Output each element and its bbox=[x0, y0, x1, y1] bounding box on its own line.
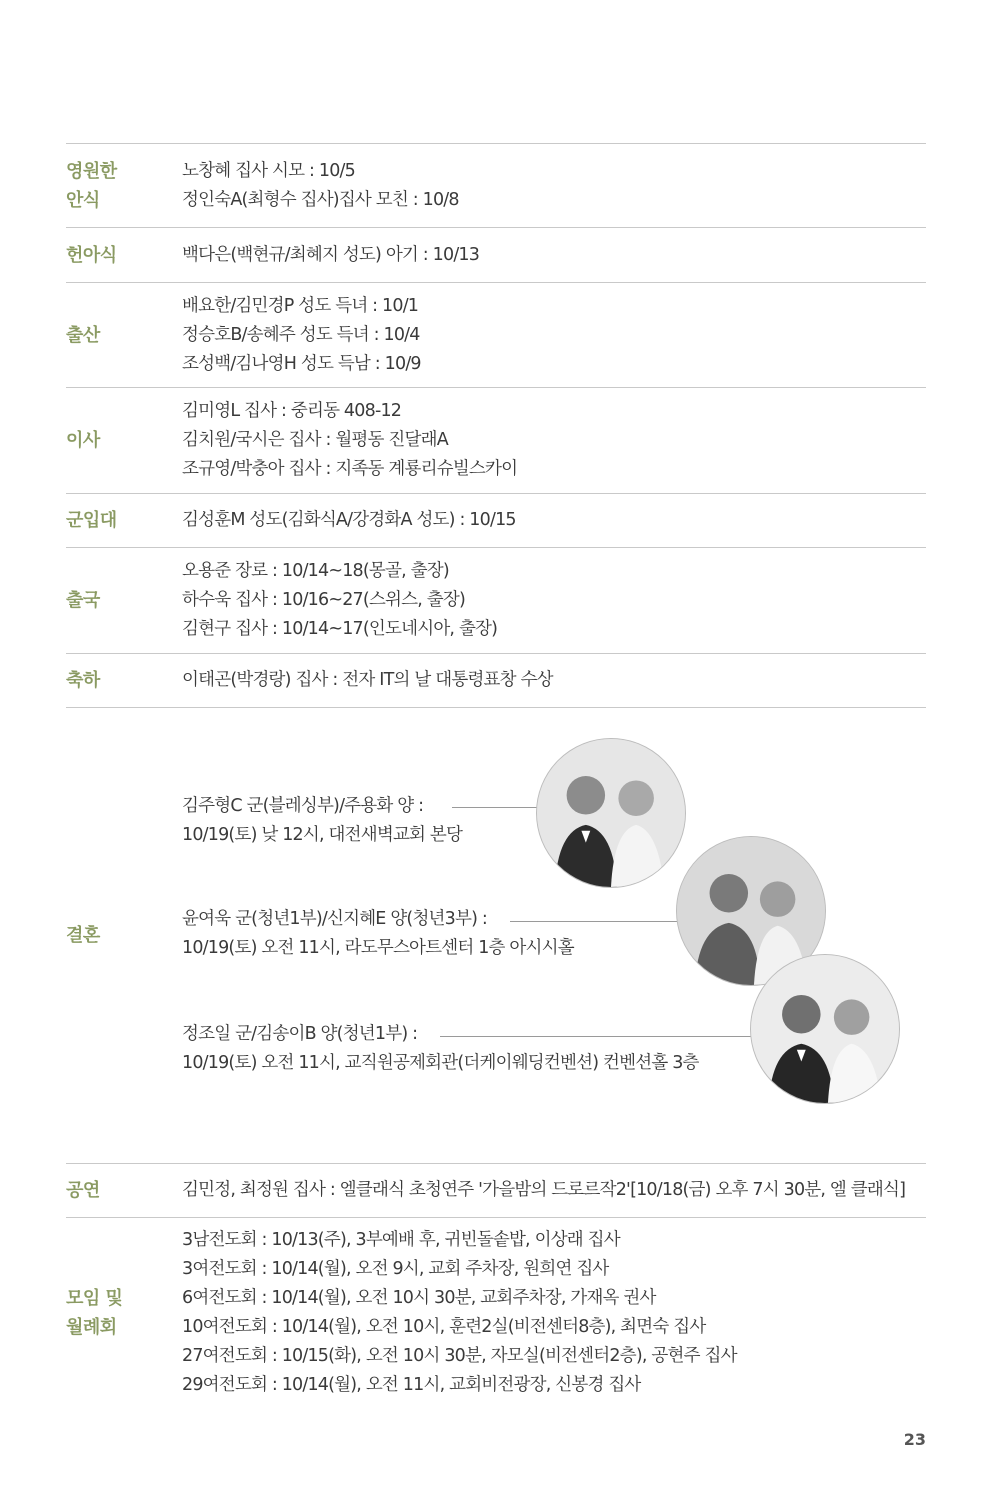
couple-photo-3 bbox=[750, 954, 900, 1104]
row-moving bbox=[66, 388, 926, 494]
entry-line: 김치원/국시은 집사 : 월평동 진달래A bbox=[182, 430, 448, 450]
wedding-couple-3 bbox=[182, 1020, 699, 1078]
entry-line: 27여전도회 : 10/15(화), 오전 10시 30분, 자모실(비전센터2층), 공현주 집사 bbox=[182, 1346, 737, 1366]
category-line: 축하 bbox=[66, 670, 100, 691]
couple-names: 윤여욱 군(청년1부)/신지혜E 양(청년3부) : bbox=[182, 909, 487, 929]
category-label bbox=[66, 666, 182, 695]
row-birth bbox=[66, 283, 926, 388]
category-line: 공연 bbox=[66, 1180, 100, 1201]
category-label bbox=[66, 586, 182, 615]
entry-lines bbox=[182, 241, 926, 270]
category-line: 월례회 bbox=[66, 1317, 117, 1338]
entry-line: 정인숙A(최형수 집사)집사 모친 : 10/8 bbox=[182, 189, 459, 210]
entry-lines bbox=[182, 557, 926, 644]
wedding-couple-2 bbox=[182, 905, 574, 963]
category-line: 헌아식 bbox=[66, 244, 117, 266]
entry-line: 3남전도회 : 10/13(주), 3부예배 후, 귀빈돌솥밥, 이상래 집사 bbox=[182, 1230, 620, 1250]
category-label bbox=[66, 157, 182, 215]
row-departure bbox=[66, 548, 926, 654]
row-enlistment bbox=[66, 494, 926, 548]
entry-line: 김현구 집사 : 10/14~17(인도네시아, 출장) bbox=[182, 619, 498, 639]
wedding-couple-1 bbox=[182, 792, 462, 850]
category-line: 군입대 bbox=[66, 510, 117, 531]
leader-line bbox=[440, 1036, 776, 1037]
couple-photo-1 bbox=[536, 738, 686, 888]
entry-lines bbox=[182, 506, 926, 535]
category-line: 이사 bbox=[66, 430, 100, 451]
entry-line: 하수욱 집사 : 10/16~27(스위스, 출장) bbox=[182, 590, 465, 610]
category-label bbox=[66, 426, 182, 455]
entry-line: 29여전도회 : 10/14(월), 오전 11시, 교회비전광장, 신봉경 집사 bbox=[182, 1375, 641, 1395]
couple-photo-icon bbox=[751, 955, 899, 1103]
row-concert bbox=[66, 1164, 926, 1218]
category-line: 출국 bbox=[66, 590, 100, 611]
entry-line: 정승호B/송혜주 성도 득녀 : 10/4 bbox=[182, 324, 420, 345]
category-label bbox=[66, 506, 182, 535]
entry-line: 6여전도회 : 10/14(월), 오전 10시 30분, 교회주차장, 가재옥 권사 bbox=[182, 1288, 656, 1308]
row-meetings bbox=[66, 1218, 926, 1408]
category-label bbox=[66, 1284, 182, 1342]
page-number: 23 bbox=[903, 1430, 926, 1449]
entry-lines bbox=[182, 157, 926, 215]
entry-line: 조규영/박충아 집사 : 지족동 계룡리슈빌스카이 bbox=[182, 459, 518, 479]
entry-lines bbox=[182, 1176, 926, 1205]
category-label bbox=[66, 921, 182, 950]
entry-lines bbox=[182, 666, 926, 695]
couple-details: 10/19(토) 오전 11시, 교직원공제회관(더케이웨딩컨벤션) 컨벤션홀 3층 bbox=[182, 1053, 699, 1073]
entry-line: 오용준 장로 : 10/14~18(몽골, 출장) bbox=[182, 561, 449, 581]
entry-line: 김미영L 집사 : 중리동 408-12 bbox=[182, 401, 402, 421]
category-label bbox=[66, 1176, 182, 1205]
entry-lines bbox=[182, 292, 926, 379]
announcement-table bbox=[66, 143, 926, 1408]
couple-details: 10/19(토) 낮 12시, 대전새벽교회 본당 bbox=[182, 825, 463, 845]
category-line: 출산 bbox=[66, 324, 100, 346]
row-congratulations bbox=[66, 654, 926, 708]
category-line: 안식 bbox=[66, 189, 100, 211]
entry-line: 3여전도회 : 10/14(월), 오전 9시, 교회 주차장, 원희연 집사 bbox=[182, 1259, 609, 1279]
category-label bbox=[66, 241, 182, 270]
entry-line: 조성백/김나영H 성도 득남 : 10/9 bbox=[182, 353, 421, 374]
entry-line: 김민정, 최정원 집사 : 엘클래식 초청연주 '가을밤의 드로르작2'[10/18(금) 오후 7시 30분, 엘 클래식] bbox=[182, 1180, 906, 1200]
category-label bbox=[66, 321, 182, 350]
entry-line: 노창혜 집사 시모 : 10/5 bbox=[182, 160, 355, 181]
couple-names: 정조일 군/김송이B 양(청년1부) : bbox=[182, 1024, 418, 1044]
entry-lines bbox=[182, 1226, 926, 1400]
couple-names: 김주형C 군(블레싱부)/주용화 양 : bbox=[182, 796, 424, 816]
entry-line: 이태곤(박경랑) 집사 : 전자 IT의 날 대통령표창 수상 bbox=[182, 670, 553, 690]
category-line: 결혼 bbox=[66, 925, 100, 946]
row-condolence bbox=[66, 144, 926, 228]
entry-line: 배요한/김민경P 성도 득녀 : 10/1 bbox=[182, 295, 419, 316]
entry-lines bbox=[182, 397, 926, 484]
entry-line: 김성훈M 성도(김화식A/강경화A 성도) : 10/15 bbox=[182, 510, 516, 530]
entry-line: 백다은(백현규/최혜지 성도) 아기 : 10/13 bbox=[182, 244, 480, 265]
couple-details: 10/19(토) 오전 11시, 라도무스아트센터 1층 아시시홀 bbox=[182, 938, 574, 958]
couple-photo-icon bbox=[537, 739, 685, 887]
row-dedication bbox=[66, 228, 926, 283]
category-line: 모임 및 bbox=[66, 1288, 123, 1309]
entry-line: 10여전도회 : 10/14(월), 오전 10시, 훈련2실(비전센터8층), 최면숙 집사 bbox=[182, 1317, 706, 1337]
category-line: 영원한 bbox=[66, 160, 117, 182]
row-wedding bbox=[66, 708, 926, 1164]
